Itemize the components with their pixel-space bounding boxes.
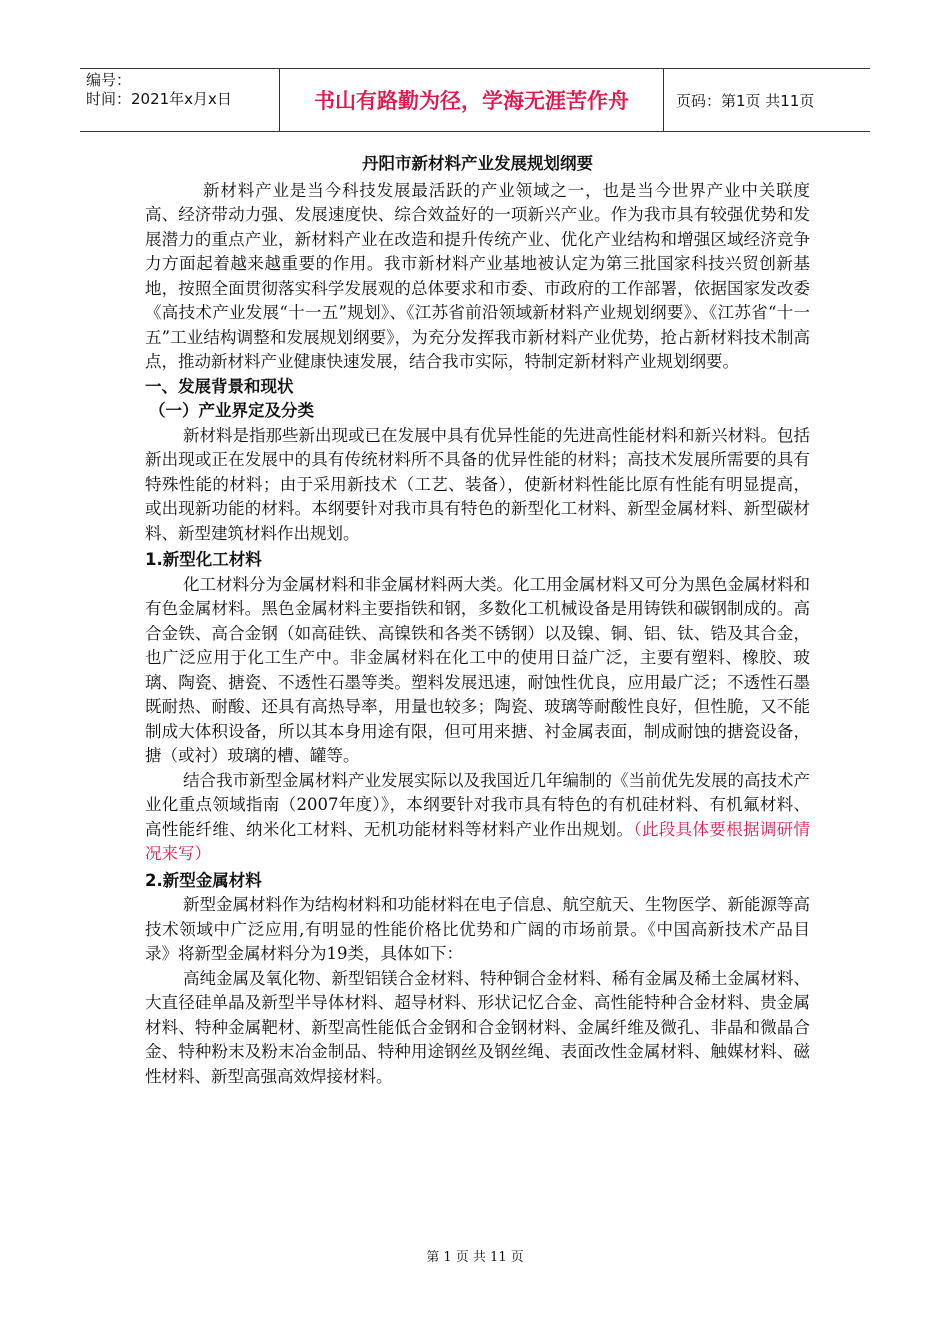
subheading-chemical-materials: 1.新型化工材料	[145, 550, 262, 569]
document-title: 丹阳市新材料产业发展规划纲要	[362, 154, 593, 173]
definition-paragraph: 新材料是指那些新出现或已在发展中具有优异性能的先进高性能材料和新兴材料。包括新出现或正在发展中的具有传统材料所不具备的优异性能的材料；高技术发展所需要的具有特殊性能的材料；由于采用新技术（工艺、装备），使新材料性能比原有性能有明显提高，或出现新功能的材料。本纲要针对我市具有特色的新型化工材料、新型金属材料、新型碳材料、新型建筑材料作出规划。	[145, 425, 810, 543]
time-label: 时间：2021年x月x日	[86, 90, 232, 108]
header-page-info: 页码：第1页 共11页	[676, 91, 815, 110]
metal-paragraph-1: 新型金属材料作为结构材料和功能材料在电子信息、航空航天、生物医学、新能源等高技术领域中广泛应用,有明显的性能价格比优势和广阔的市场前景。《中国高新技术产品目录》将新型金属材料分为19类，具体如下：	[145, 895, 810, 963]
page-header	[80, 68, 870, 132]
metal-paragraph-2: 高纯金属及氧化物、新型铝镁合金材料、特种铜合金材料、稀有金属及稀土金属材料、大直径硅单晶及新型半导体材料、超导材料、形状记忆合金、高性能特种合金材料、贵金属材料、特种金属靶材、新型高性能低合金钢和合金钢材料、金属纤维及微孔、非晶和微晶合金、特种粉末及粉末冶金制品、特种用途钢丝及钢丝绳、表面改性金属材料、触媒材料、磁性材料、新型高强高效焊接材料。	[145, 968, 810, 1086]
header-motto: 书山有路勤为径，学海无涯苦作舟	[280, 69, 664, 131]
header-meta	[80, 69, 280, 131]
section-heading-1: 一、发展背景和现状	[145, 376, 294, 396]
subsection-heading-1-1: （一）产业界定及分类	[149, 401, 314, 420]
subheading-metal-materials: 2.新型金属材料	[145, 870, 262, 890]
editor-note: （此段具体要根据调研情况来写）	[145, 819, 811, 863]
number-label: 编号：	[86, 71, 132, 89]
page-footer: 第 1 页 共 11 页	[426, 1250, 524, 1265]
chemical-paragraph-2-text: 结合我市新型金属材料产业发展实际以及我国近几年编制的《当前优先发展的高技术产业化重点领域指南（2007年度）》，本纲要针对我市具有特色的有机硅材料、有机氟材料、高性能纤维、纳米化工材料、无机功能材料等材料产业作出规划。	[145, 770, 810, 839]
chemical-paragraph-1: 化工材料分为金属材料和非金属材料两大类。化工用金属材料又可分为黑色金属材料和有色金属材料。黑色金属材料主要指铁和钢，多数化工机械设备是用铸铁和碳钢制成的。高合金铁、高合金钢（如高硅铁、高镍铁和各类不锈钢）以及镍、铜、铝、钛、锆及其合金，也广泛应用于化工生产中。非金属材料在化工中的使用日益广泛，主要有塑料、橡胶、玻璃、陶瓷、搪瓷、不透性石墨等类。塑料发展迅速，耐蚀性优良，应用最广泛；不透性石墨既耐热、耐酸、还具有高热导率，用量也较多；陶瓷、玻璃等耐酸性良好，但性脆，又不能制成大体积设备，所以其本身用途有限，但可用来搪、衬金属表面，制成耐蚀的搪瓷设备，搪（或衬）玻璃的槽、罐等。	[145, 574, 810, 765]
chemical-paragraph-2	[145, 769, 810, 867]
document-body	[145, 152, 810, 1089]
intro-paragraph: 新材料产业是当今科技发展最活跃的产业领域之一，也是当今世界产业中关联度高、经济带动力强、发展速度快、综合效益好的一项新兴产业。作为我市具有较强优势和发展潜力的重点产业，新材料产业在改造和提升传统产业、优化产业结构和增强区域经济竞争力方面起着越来越重要的作用。我市新材料产业基地被认定为第三批国家科技兴贸创新基地，按照全面贯彻落实科学发展观的总体要求和市委、市政府的工作部署，依据国家发改委《高技术产业发展“十一五”规划》、《江苏省前沿领域新材料产业规划纲要》、《江苏省“十一五”工业结构调整和发展规划纲要》，为充分发挥我市新材料产业优势，抢占新材料技术制高点，推动新材料产业健康快速发展，结合我市实际，特制定新材料产业规划纲要。	[145, 180, 810, 371]
